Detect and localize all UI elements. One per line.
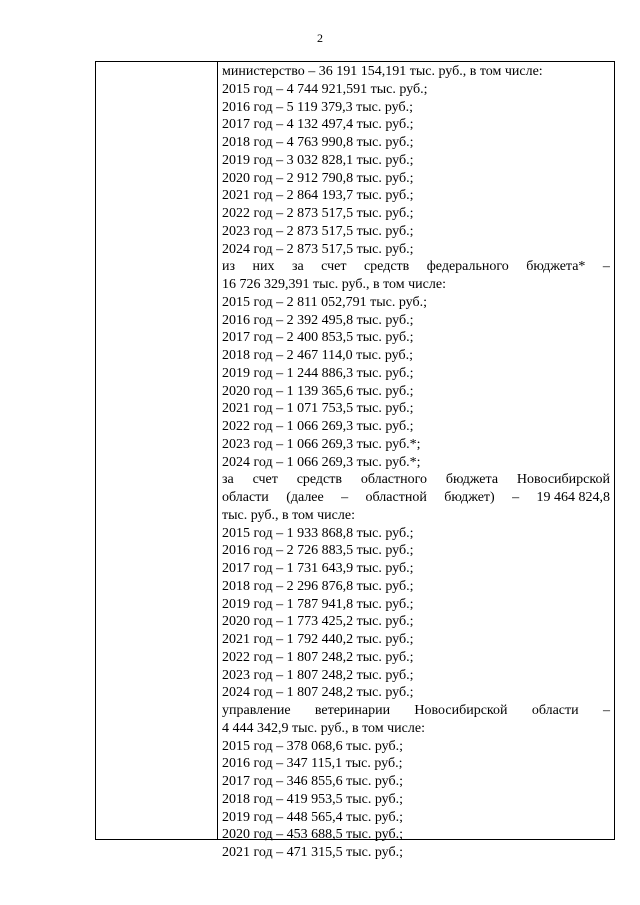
year-line: 2023 год – 1 807 248,2 тыс. руб.; <box>222 667 414 683</box>
federal-years-list <box>222 294 610 472</box>
year-line: 2016 год – 5 119 379,3 тыс. руб.; <box>222 99 413 115</box>
year-line: 2021 год – 2 864 193,7 тыс. руб.; <box>222 188 414 204</box>
table-left-cell <box>96 62 218 839</box>
header-word: (далее <box>286 490 324 505</box>
year-line: 2024 год – 1 066 269,3 тыс. руб.*; <box>222 454 421 470</box>
year-line: 2019 год – 1 244 886,3 тыс. руб.; <box>222 365 414 381</box>
year-line: 2015 год – 378 068,6 тыс. руб.; <box>222 738 403 754</box>
header-word: из <box>222 259 236 275</box>
header-word: 19 464 824,8 <box>536 490 610 505</box>
header-word: счет <box>321 259 347 275</box>
year-line: 2022 год – 1 066 269,3 тыс. руб.; <box>222 419 414 434</box>
year-line: 2022 год – 2 873 517,5 тыс. руб.; <box>222 206 414 221</box>
year-line: 2018 год – 419 953,5 тыс. руб.; <box>222 791 403 807</box>
header-word: Новосибирской <box>414 703 508 718</box>
header-word: за <box>291 259 304 275</box>
table-right-cell <box>218 63 614 860</box>
year-line: 2015 год – 4 744 921,591 тыс. руб.; <box>222 81 428 97</box>
header-word: ветеринарии <box>314 703 391 718</box>
header-word: области <box>531 703 579 718</box>
year-line: 2023 год – 1 066 269,3 тыс. руб.*; <box>222 436 421 452</box>
header-word: области <box>222 490 269 505</box>
year-line: 2021 год – 471 315,5 тыс. руб.; <box>222 845 403 860</box>
year-line: 2021 год – 1 071 753,5 тыс. руб.; <box>222 401 414 417</box>
ministry-header: министерство – 36 191 154,191 тыс. руб., в том числе: <box>222 64 543 79</box>
header-word: областного <box>360 472 428 488</box>
header-word: счет <box>252 472 278 488</box>
header-word: – <box>512 490 520 505</box>
year-line: 2017 год – 4 132 497,4 тыс. руб.; <box>222 117 414 133</box>
veterinary-years-list <box>222 738 610 862</box>
header-word: них <box>252 259 275 275</box>
year-line: 2020 год – 1 773 425,2 тыс. руб.; <box>222 614 414 630</box>
year-line: 2019 год – 448 565,4 тыс. руб.; <box>222 809 403 825</box>
header-word: бюджета* <box>526 259 586 275</box>
year-line: 2024 год – 2 873 517,5 тыс. руб.; <box>222 241 414 257</box>
year-line: 2024 год – 1 807 248,2 тыс. руб.; <box>222 685 414 701</box>
regional-header-line2 <box>222 489 610 507</box>
header-word: за <box>222 472 234 488</box>
year-line: 2015 год – 1 933 868,8 тыс. руб.; <box>222 525 414 541</box>
year-line: 2018 год – 4 763 990,8 тыс. руб.; <box>222 135 414 150</box>
header-word: средств <box>363 259 410 275</box>
page-number: 2 <box>317 31 323 45</box>
federal-header <box>222 258 610 276</box>
header-word: федерального <box>426 259 509 275</box>
header-word: – <box>341 490 349 505</box>
ministry-years-list <box>222 81 610 259</box>
year-line: 2019 год – 3 032 828,1 тыс. руб.; <box>222 152 414 168</box>
year-line: 2019 год – 1 787 941,8 тыс. руб.; <box>222 596 414 612</box>
year-line: 2015 год – 2 811 052,791 тыс. руб.; <box>222 294 427 310</box>
header-word: областной <box>365 490 427 505</box>
year-line: 2020 год – 453 688,5 тыс. руб.; <box>222 827 403 843</box>
header-word: управление <box>222 703 291 718</box>
year-line: 2017 год – 2 400 853,5 тыс. руб.; <box>222 330 414 346</box>
header-word: бюджета <box>445 472 499 488</box>
regional-years-list <box>222 525 610 703</box>
veterinary-header-total: 4 444 342,9 тыс. руб., в том числе: <box>222 720 425 736</box>
header-word: Новосибирской <box>516 472 610 488</box>
year-line: 2016 год – 2 392 495,8 тыс. руб.; <box>222 312 414 328</box>
year-line: 2017 год – 346 855,6 тыс. руб.; <box>222 774 403 789</box>
funding-table <box>95 61 615 860</box>
year-line: 2016 год – 2 726 883,5 тыс. руб.; <box>222 543 414 559</box>
header-word: средств <box>296 472 342 488</box>
header-word: – <box>602 259 610 275</box>
year-line: 2021 год – 1 792 440,2 тыс. руб.; <box>222 632 414 647</box>
year-line: 2017 год – 1 731 643,9 тыс. руб.; <box>222 561 414 576</box>
year-line: 2020 год – 2 912 790,8 тыс. руб.; <box>222 170 414 186</box>
year-line: 2023 год – 2 873 517,5 тыс. руб.; <box>222 223 414 239</box>
veterinary-header <box>222 702 610 720</box>
year-line: 2018 год – 2 467 114,0 тыс. руб.; <box>222 348 413 363</box>
year-line: 2016 год – 347 115,1 тыс. руб.; <box>222 756 403 772</box>
federal-header-total: 16 726 329,391 тыс. руб., в том числе: <box>222 277 446 292</box>
header-word: бюджет) <box>444 490 495 505</box>
year-line: 2018 год – 2 296 876,8 тыс. руб.; <box>222 578 414 594</box>
header-word: – <box>602 703 610 718</box>
regional-header-line3: тыс. руб., в том числе: <box>222 507 355 523</box>
regional-header-line1 <box>222 471 610 489</box>
year-line: 2022 год – 1 807 248,2 тыс. руб.; <box>222 649 414 665</box>
year-line: 2020 год – 1 139 365,6 тыс. руб.; <box>222 383 414 399</box>
